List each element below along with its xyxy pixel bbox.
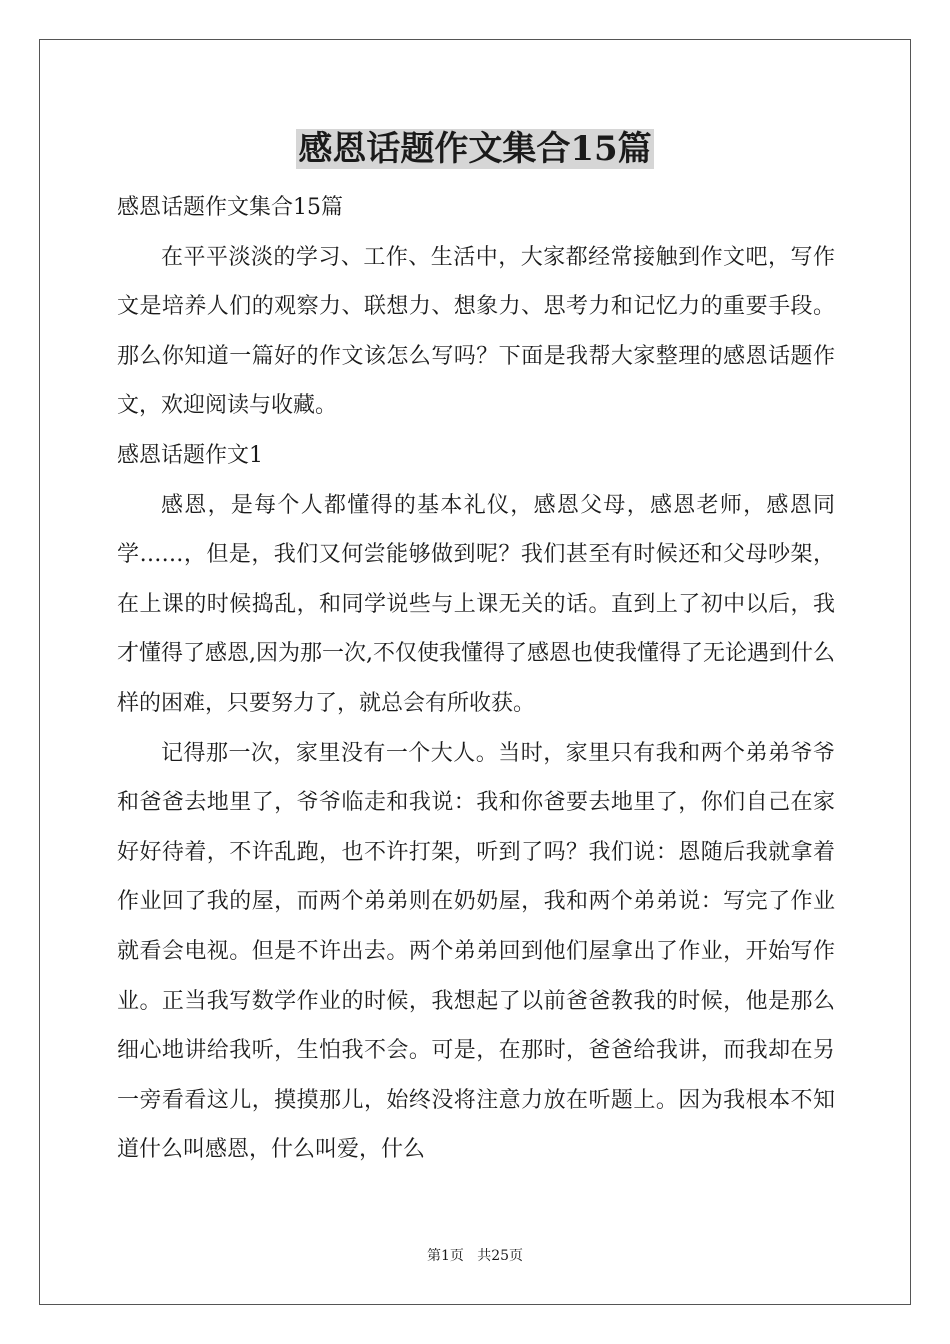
document-subtitle: 感恩话题作文集合15篇 xyxy=(117,195,343,220)
document-title xyxy=(0,126,950,172)
document-title-text: 感恩话题作文集合15篇 xyxy=(298,129,652,169)
section-heading: 感恩话题作文1 xyxy=(117,442,263,468)
document-body xyxy=(117,183,835,1175)
page-footer: 第1页 共25页 xyxy=(426,1248,524,1264)
intro-paragraph: 在平平淡淡的学习、工作、生活中，大家都经常接触到作文吧，写作文是培养人们的观察力、联想力、想象力、思考力和记忆力的重要手段。那么你知道一篇好的作文该怎么写吗？下面是我帮大家整理的感恩话题作文，欢迎阅读与收藏。 xyxy=(117,244,835,419)
body-paragraph-1: 感恩，是每个人都懂得的基本礼仪，感恩父母，感恩老师，感恩同学……，但是，我们又何尝能够做到呢？我们甚至有时候还和父母吵架，在上课的时候捣乱，和同学说些与上课无关的话。直到上了初中以后，我才懂得了感恩,因为那一次,不仅使我懂得了感恩也使我懂得了无论遇到什么样的困难，只要努力了，就总会有所收获。 xyxy=(117,492,835,716)
body-paragraph-2: 记得那一次，家里没有一个大人。当时，家里只有我和两个弟弟爷爷和爸爸去地里了，爷爷临走和我说：我和你爸要去地里了，你们自己在家好好待着，不许乱跑，也不许打架，听到了吗？我们说：恩随后我就拿着作业回了我的屋，而两个弟弟则在奶奶屋，我和两个弟弟说：写完了作业就看会电视。但是不许出去。两个弟弟回到他们屋拿出了作业，开始写作业。正当我写数学作业的时候，我想起了以前爸爸教我的时候，他是那么细心地讲给我听，生怕我不会。可是，在那时，爸爸给我讲，而我却在另一旁看看这儿，摸摸那儿，始终没将注意力放在听题上。因为我根本不知道什么叫感恩，什么叫爱，什么 xyxy=(117,740,835,1163)
